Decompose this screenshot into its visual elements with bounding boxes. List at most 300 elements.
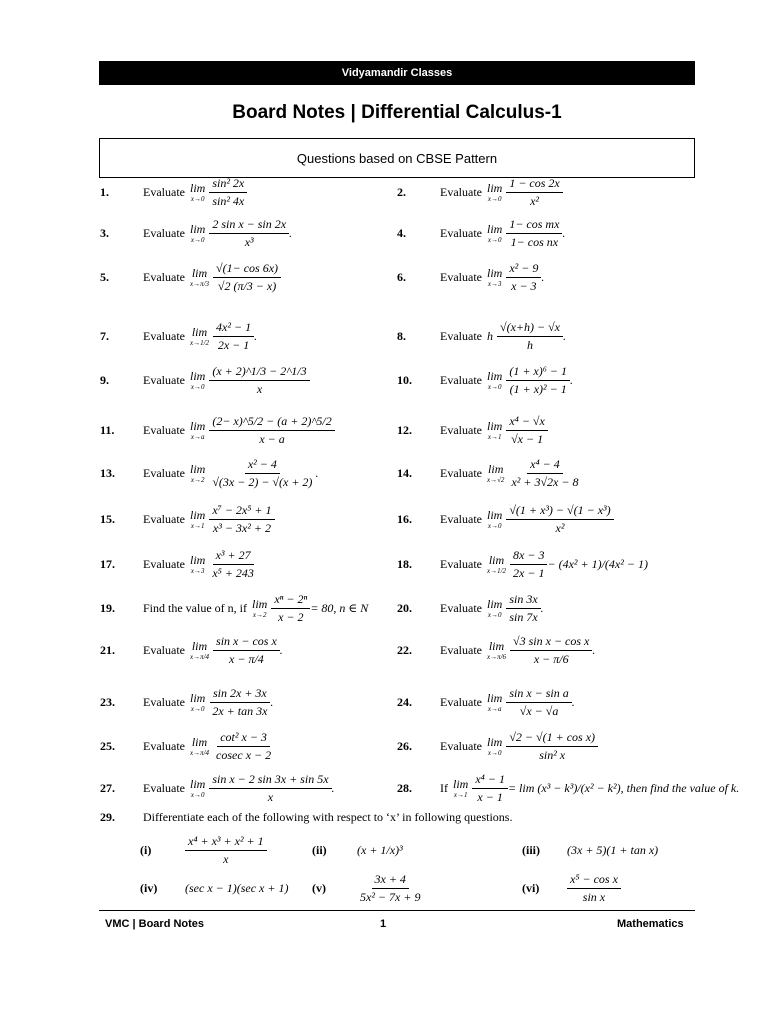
limit-word: lim [189,691,206,705]
expression: (sec x − 1)(sec x + 1) [185,880,289,895]
question-text: Evaluate [143,422,185,437]
limit-word: lim [486,735,503,749]
limit-subscript: x→3 [190,567,205,575]
limit-operator [487,597,502,619]
denominator: x⁵ + 243 [212,565,254,580]
limit-subscript: x→0 [190,195,205,203]
fraction [506,686,571,719]
numerator: (x + 2)^1/3 − 2^1/3 [209,364,309,381]
limit-word: lim [488,462,504,476]
limit-word: lim [486,508,503,522]
numerator: sin x − 2 sin 3x + sin 5x [209,772,331,789]
part-label: (ii) [312,842,327,857]
limit-word: lim [486,691,503,705]
limit-operator [487,369,502,391]
question-item [397,314,566,358]
numerator: xⁿ − 2ⁿ [271,592,310,609]
denominator: x² [530,193,539,208]
denominator: x − 1 [477,789,503,804]
expression-tail: . [289,225,293,240]
limit-word: lim [189,181,206,195]
expression-tail: . [570,372,574,387]
limit-operator [190,462,205,484]
numerator: 4x² − 1 [213,320,254,337]
expression: (x + 1/x)³ [357,842,403,857]
sub-question [140,868,288,908]
fraction [209,772,331,805]
limit-subscript: x→0 [487,383,502,391]
limit-subscript: x→0 [190,705,205,713]
question-item [100,314,257,358]
denominator: x − π/6 [533,651,569,666]
fraction [506,503,613,536]
part-label: (i) [140,842,152,857]
limit-word: lim [486,419,503,433]
limit-word: lim [488,553,505,567]
limit-word: lim [189,222,206,236]
numerator: 8x − 3 [510,548,547,565]
fraction [185,834,267,867]
limit-word: lim [191,266,208,280]
limit-word: lim [486,266,503,280]
fraction [497,320,563,353]
question-number: 19. [100,600,115,615]
question-item [397,408,548,452]
question-text: Evaluate [143,225,185,240]
denominator: (1 + x)² − 1 [509,381,567,396]
question-item [100,766,335,810]
limit-subscript: x→2 [252,611,267,619]
question-item [397,586,544,630]
limit-operator [487,462,504,484]
question-item [100,724,274,768]
denominator: x − 3 [511,278,537,293]
question-item [397,358,573,402]
question-number: 10. [397,372,412,387]
numerator: 3x + 4 [372,872,409,889]
fraction [506,414,548,447]
expression-tail: . [270,694,274,709]
limit-word: lim [486,597,503,611]
question-text: Find the value of n, if [143,600,247,615]
expression-tail: = 80, n ∈ N [310,600,369,615]
sub-question [312,868,423,908]
question-number: 20. [397,600,412,615]
limit-word: lim [486,181,503,195]
denominator: 2x − 1 [217,337,250,352]
expression-tail: . [315,465,319,480]
expression-tail: . [592,642,596,657]
limit-word: lim [189,553,206,567]
fraction [506,261,541,294]
question-item [397,724,598,768]
denominator: √x − 1 [511,431,544,446]
denominator: sin² 4x [212,193,245,208]
numerator: x⁴ + x³ + x² + 1 [185,834,267,851]
numerator: 1 − cos 2x [506,176,562,193]
limit-word: lim [486,222,503,236]
question-item [100,358,310,402]
numerator: sin x − sin a [506,686,571,703]
numerator: (2− x)^5/2 − (a + 2)^5/2 [209,414,334,431]
denominator: x [267,789,274,804]
limit-operator [190,222,205,244]
expression-tail: . [563,328,566,343]
question-number: 29. [100,810,115,824]
limit-subscript: x→0 [487,611,502,619]
page-title: Board Notes | Differential Calculus-1 [232,102,562,123]
denominator: x³ [244,234,254,249]
expression-tail: . [540,600,544,615]
question-number: 26. [397,738,412,753]
sub-question [522,830,658,870]
question-number: 23. [100,694,115,709]
limit-operator [190,777,205,799]
question-number: 25. [100,738,115,753]
expression-tail: . [279,642,283,657]
footer-divider [99,910,695,911]
denominator: x² + 3√2x − 8 [511,474,579,489]
expression-tail: . [331,780,335,795]
footer-left: VMC | Board Notes [105,918,205,930]
numerator: sin² 2x [209,176,247,193]
expression-tail: . [254,328,258,343]
limit-subscript: x→0 [487,522,502,530]
question-text: Evaluate [143,642,185,657]
denominator: 5x² − 7x + 9 [360,889,421,904]
question-number: 24. [397,694,412,709]
limit-operator [487,329,493,343]
limit-operator [190,419,205,441]
limit-operator [487,508,502,530]
question-text: Evaluate [440,184,482,199]
limit-subscript: x→a [487,705,502,713]
question-text: Differentiate each of the following with respect to ‘x’ in following questions. [143,810,513,824]
limit-operator [190,181,205,203]
limit-operator [190,639,209,661]
question-number: 2. [397,184,406,199]
question-item [397,497,614,541]
fraction [209,686,270,719]
question-text: Evaluate [143,372,185,387]
fraction [508,457,581,490]
question-text: Evaluate [143,738,185,753]
question-item [397,766,739,810]
part-label: (v) [312,880,326,895]
denominator: sin² x [539,747,566,762]
limit-operator [252,597,267,619]
question-text: Evaluate [440,738,482,753]
fraction [213,730,274,763]
limit-operator [453,777,468,799]
limit-subscript: x→0 [190,383,205,391]
question-item [100,586,368,630]
question-number: 4. [397,225,406,240]
question-item [397,170,563,214]
expression-tail: . [562,225,566,240]
limit-operator [487,419,502,441]
question-item [397,680,575,724]
sub-question [312,830,403,870]
numerator: x³ + 27 [213,548,254,565]
header-bar [99,61,695,85]
question-text: Evaluate [440,225,482,240]
limit-subscript: x→a [190,433,205,441]
limit-subscript: x→1/2 [189,339,210,347]
part-label: (vi) [522,880,540,895]
question-item [397,542,648,586]
numerator: x⁴ − 1 [472,772,508,789]
question-number: 11. [100,422,115,437]
limit-operator [190,325,209,347]
denominator: h [526,337,533,352]
question-text: Evaluate [440,556,482,571]
question-number: 27. [100,780,115,795]
fraction [209,457,315,490]
numerator: x² − 9 [506,261,541,278]
limit-word: lim [189,508,206,522]
question-text: Evaluate [440,328,482,343]
fraction [209,364,309,397]
limit-operator [190,266,209,288]
limit-subscript: x→1 [487,433,502,441]
expression-tail: . [571,694,575,709]
numerator: x⁴ − 4 [527,457,563,474]
fraction [213,634,280,667]
question-item [397,451,581,495]
question-number: 1. [100,184,109,199]
denominator: x [256,381,263,396]
question-item [397,255,544,299]
numerator: √(x+h) − √x [497,320,563,337]
limit-word: lim [251,597,268,611]
denominator: 1− cos nx [510,234,559,249]
limit-operator [487,181,502,203]
fraction [209,503,274,536]
limit-operator [487,222,502,244]
question-number: 18. [397,556,412,571]
limit-subscript: x→π/4 [189,653,210,661]
question-item [100,542,257,586]
question-text: Evaluate [143,465,185,480]
limit-subscript: x→0 [487,236,502,244]
denominator: √2 (π/3 − x) [217,278,277,293]
expression-tail: = lim (x³ − k³)/(x² − k²), then find the value of k. [507,780,740,795]
numerator: x⁵ − cos x [567,872,621,889]
fraction [209,414,334,447]
numerator: (1 + x)⁶ − 1 [506,364,570,381]
brand: Vidyamandir Classes [341,67,453,79]
question-text: Evaluate [143,269,185,284]
question-text: Evaluate [143,511,185,526]
numerator: √(1− cos 6x) [213,261,281,278]
section-heading-text: Questions based on CBSE Pattern [296,150,498,166]
fraction [506,364,570,397]
question-text: Evaluate [440,694,482,709]
question-text: Evaluate [143,556,185,571]
denominator: sin x [582,889,606,904]
part-label: (iv) [140,880,158,895]
question-number: 16. [397,511,412,526]
numerator: √(1 + x³) − √(1 − x³) [506,503,613,520]
numerator: √2 − √(1 + cos x) [506,730,598,747]
question-text: Evaluate [143,328,185,343]
question-text: Evaluate [440,642,482,657]
limit-operator [487,691,502,713]
limit-operator [487,639,506,661]
fraction [209,548,257,581]
limit-subscript: x→2 [190,476,205,484]
question-item [100,255,281,299]
question-text: Evaluate [143,184,185,199]
question-text: If [440,780,448,795]
numerator: x² − 4 [245,457,280,474]
limit-operator [190,553,205,575]
question-number: 13. [100,465,115,480]
denominator: x² [555,520,565,535]
question-text: Evaluate [440,511,482,526]
limit-word: lim [453,777,469,791]
question-number: 17. [100,556,115,571]
question-item [100,628,283,672]
limit-word: lim [191,735,208,749]
numerator: sin 2x + 3x [210,686,270,703]
question-item [100,170,247,214]
question-item [397,628,595,672]
limit-subscript: x→1 [190,522,205,530]
fraction [506,217,562,250]
expression: (3x + 5)(1 + tan x) [567,842,659,857]
numerator: sin x − cos x [213,634,280,651]
fraction [213,320,254,353]
numerator: 1− cos mx [506,217,562,234]
question-text: Evaluate [440,422,482,437]
limit-word: h [486,329,493,343]
denominator: √(3x − 2) − √(x + 2) [212,474,313,489]
question-text: Evaluate [143,780,185,795]
limit-operator [487,553,506,575]
question-number: 6. [397,269,406,284]
denominator: x − π/4 [229,651,264,666]
question-number: 14. [397,465,412,480]
limit-word: lim [488,639,505,653]
fraction [357,872,423,905]
numerator: 2 sin x − sin 2x [209,217,289,234]
denominator: cosec x − 2 [216,747,272,762]
limit-word: lim [189,369,206,383]
numerator: x⁷ − 2x⁵ + 1 [209,503,274,520]
question-number: 8. [397,328,406,343]
denominator: x − a [259,431,285,446]
limit-subscript: x→0 [190,236,205,244]
question-number: 9. [100,372,109,387]
part-label: (iii) [522,842,540,857]
question-29 [100,810,512,825]
limit-operator [487,266,502,288]
fraction [510,634,592,667]
question-number: 28. [397,780,412,795]
denominator: x [223,851,229,866]
numerator: cot² x − 3 [217,730,270,747]
limit-word: lim [189,462,206,476]
limit-word: lim [189,419,206,433]
fraction [510,548,547,581]
page-number: 1 [380,918,387,930]
expression-tail: . [541,269,545,284]
question-text: Evaluate [440,600,482,615]
denominator: 2x − 1 [513,565,545,580]
limit-subscript: x→0 [487,749,502,757]
limit-operator [190,735,209,757]
denominator: 2x + tan 3x [212,703,268,718]
fraction [271,592,310,625]
question-text: Evaluate [440,465,482,480]
limit-subscript: x→π/6 [486,653,507,661]
numerator: √3 sin x − cos x [510,634,592,651]
question-item [100,211,292,255]
limit-word: lim [189,777,206,791]
limit-operator [190,691,205,713]
denominator: x³ − 3x² + 2 [212,520,271,535]
expression-tail: − (4x² + 1)/(4x² − 1) [547,556,648,571]
limit-operator [190,508,205,530]
question-item [100,680,273,724]
limit-subscript: x→π/4 [189,749,210,757]
denominator: sin 7x [509,609,538,624]
question-text: Evaluate [143,694,185,709]
fraction [506,730,598,763]
question-item [397,211,565,255]
question-number: 15. [100,511,115,526]
limit-operator [487,735,502,757]
question-number: 7. [100,328,109,343]
fraction [472,772,508,805]
limit-word: lim [191,639,208,653]
question-number: 5. [100,269,109,284]
fraction [506,592,540,625]
limit-operator [190,369,205,391]
question-text: Evaluate [440,372,482,387]
limit-subscript: x→3 [487,280,502,288]
denominator: √x − √a [519,703,559,718]
fraction [213,261,281,294]
fraction [209,176,247,209]
question-text: Evaluate [440,269,482,284]
sub-question [140,830,267,870]
limit-subscript: x→1 [453,791,468,799]
limit-subscript: x→0 [487,195,502,203]
denominator: x − 2 [278,609,304,624]
question-number: 12. [397,422,412,437]
question-item [100,451,318,495]
question-item [100,408,335,452]
numerator: sin 3x [506,592,540,609]
question-item [100,497,275,541]
question-number: 3. [100,225,109,240]
fraction [209,217,289,250]
limit-subscript: x→0 [190,791,205,799]
limit-subscript: x→1/2 [486,567,507,575]
limit-word: lim [486,369,503,383]
limit-subscript: x→π/3 [189,280,210,288]
sub-question [522,868,621,908]
fraction [567,872,621,905]
footer-right: Mathematics [617,918,684,930]
fraction [506,176,562,209]
question-number: 21. [100,642,115,657]
question-number: 22. [397,642,412,657]
limit-subscript: x→√2 [486,476,505,484]
